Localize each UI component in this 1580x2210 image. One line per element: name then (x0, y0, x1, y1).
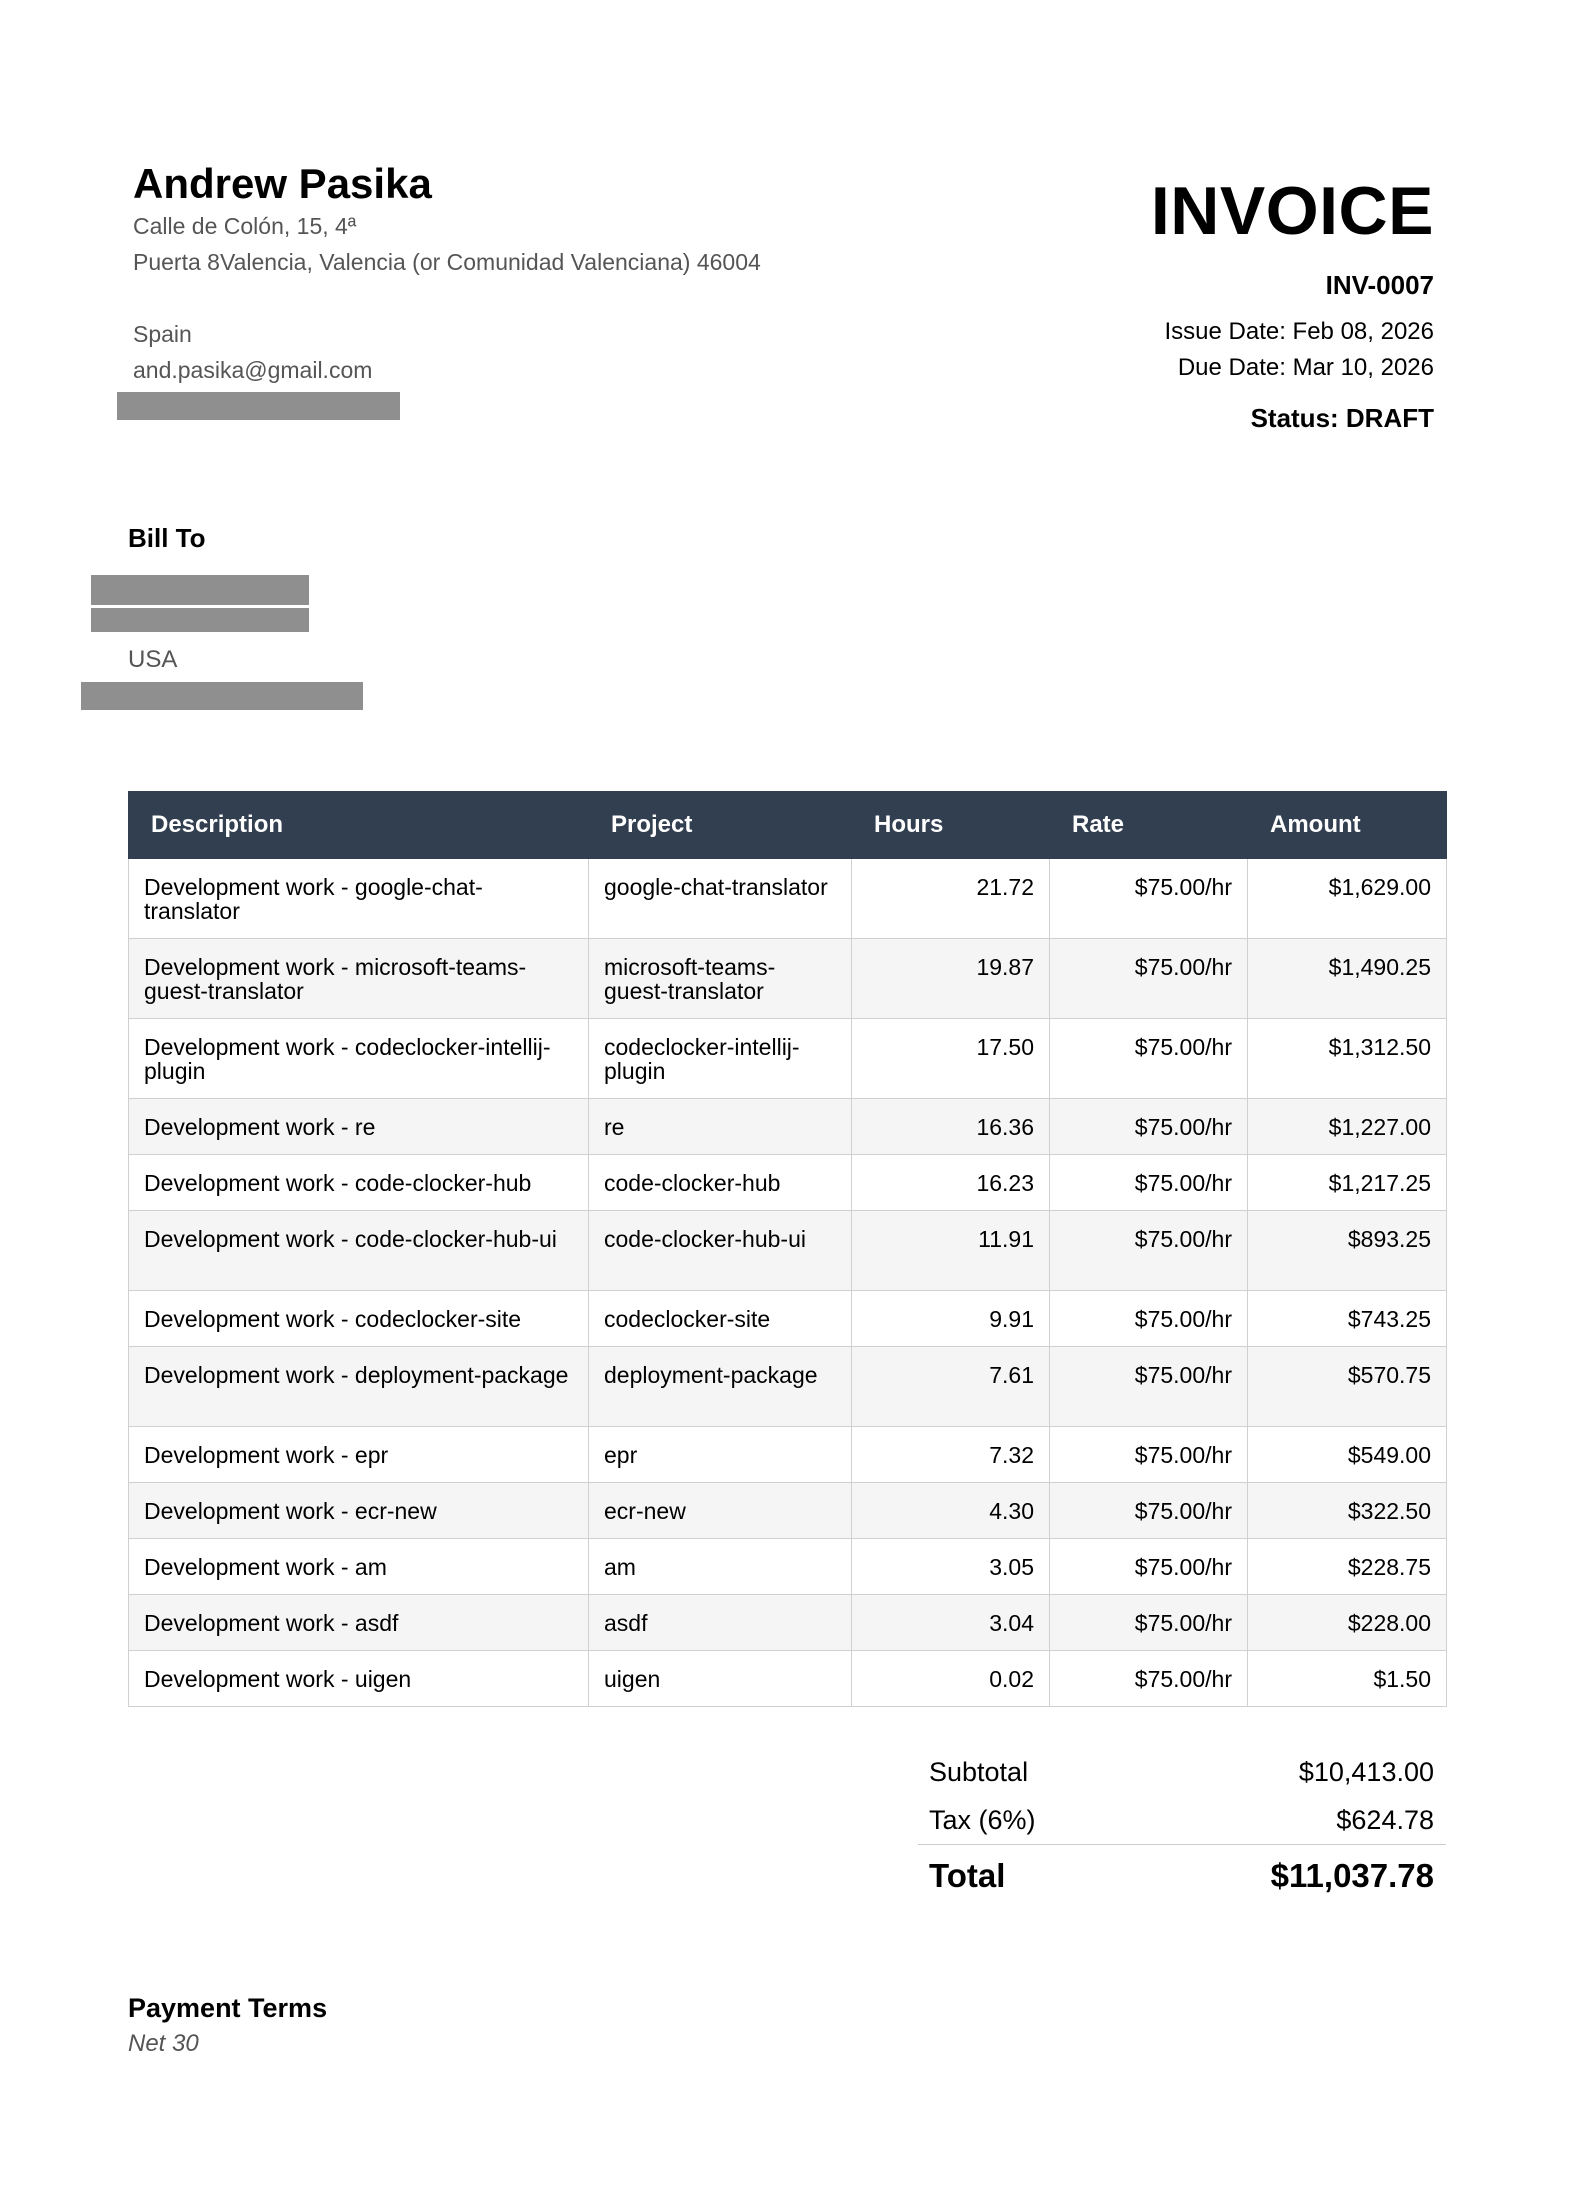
due-date: Due Date: Mar 10, 2026 (1177, 354, 1434, 381)
cell-amount: $1,312.50 (1248, 1019, 1447, 1099)
total-label: Total (929, 1857, 1006, 1894)
cell-rate: $75.00/hr (1050, 1595, 1248, 1651)
cell-project: am (589, 1539, 852, 1595)
cell-hours: 9.91 (852, 1291, 1050, 1347)
tax-value: $624.78 (1336, 1805, 1434, 1835)
cell-hours: 4.30 (852, 1483, 1050, 1539)
cell-project: epr (589, 1427, 852, 1483)
cell-project: uigen (589, 1651, 852, 1707)
cell-amount: $743.25 (1248, 1291, 1447, 1347)
table-row (129, 1347, 1447, 1427)
cell-description: Development work - code-clocker-hub (129, 1155, 589, 1211)
column-header-rate: Rate (1050, 792, 1248, 859)
cell-rate: $75.00/hr (1050, 1539, 1248, 1595)
table-row (129, 859, 1447, 939)
cell-hours: 3.05 (852, 1539, 1050, 1595)
cell-rate: $75.00/hr (1050, 939, 1248, 1019)
cell-hours: 16.36 (852, 1099, 1050, 1155)
table-row (129, 1595, 1447, 1651)
column-header-description: Description (129, 792, 589, 859)
cell-project: code-clocker-hub-ui (589, 1211, 852, 1291)
bill-to-label: Bill To (128, 523, 206, 553)
cell-rate: $75.00/hr (1050, 1211, 1248, 1291)
cell-project: google-chat-translator (589, 859, 852, 939)
invoice-number: INV-0007 (1325, 270, 1434, 300)
cell-project: asdf (589, 1595, 852, 1651)
column-header-amount: Amount (1248, 792, 1447, 859)
cell-amount: $1,217.25 (1248, 1155, 1447, 1211)
cell-hours: 7.61 (852, 1347, 1050, 1427)
cell-description: Development work - am (129, 1539, 589, 1595)
issue-date: Issue Date: Feb 08, 2026 (1164, 318, 1434, 345)
cell-rate: $75.00/hr (1050, 1347, 1248, 1427)
payment-terms-label: Payment Terms (128, 1993, 328, 2023)
line-items-table (128, 791, 1447, 1707)
sender-address-line2: Puerta 8Valencia, Valencia (or Comunidad Valenciana) 46004 (133, 249, 761, 275)
cell-project: microsoft-teams-guest-translator (589, 939, 852, 1019)
redacted-field (91, 608, 309, 632)
status-badge: Status: DRAFT (1250, 403, 1434, 433)
redacted-field (81, 682, 363, 710)
cell-hours: 11.91 (852, 1211, 1050, 1291)
table-row (129, 1539, 1447, 1595)
totals-divider (918, 1844, 1446, 1845)
cell-description: Development work - asdf (129, 1595, 589, 1651)
table-row (129, 1155, 1447, 1211)
cell-description: Development work - codeclocker-intellij-plugin (129, 1019, 589, 1099)
cell-hours: 7.32 (852, 1427, 1050, 1483)
payment-terms-value: Net 30 (128, 2030, 199, 2057)
cell-amount: $1.50 (1248, 1651, 1447, 1707)
cell-description: Development work - code-clocker-hub-ui (129, 1211, 589, 1291)
cell-hours: 0.02 (852, 1651, 1050, 1707)
table-row (129, 1483, 1447, 1539)
cell-amount: $228.00 (1248, 1595, 1447, 1651)
table-row (129, 939, 1447, 1019)
cell-rate: $75.00/hr (1050, 1651, 1248, 1707)
cell-amount: $322.50 (1248, 1483, 1447, 1539)
cell-amount: $570.75 (1248, 1347, 1447, 1427)
cell-description: Development work - uigen (129, 1651, 589, 1707)
cell-hours: 21.72 (852, 859, 1050, 939)
cell-project: ecr-new (589, 1483, 852, 1539)
cell-amount: $1,490.25 (1248, 939, 1447, 1019)
table-header-row (129, 792, 1447, 859)
cell-description: Development work - ecr-new (129, 1483, 589, 1539)
total-value: $11,037.78 (1270, 1857, 1434, 1894)
cell-rate: $75.00/hr (1050, 1019, 1248, 1099)
redacted-field (91, 575, 309, 605)
table-row (129, 1651, 1447, 1707)
cell-project: deployment-package (589, 1347, 852, 1427)
table-row (129, 1291, 1447, 1347)
cell-description: Development work - re (129, 1099, 589, 1155)
cell-rate: $75.00/hr (1050, 859, 1248, 939)
cell-project: codeclocker-site (589, 1291, 852, 1347)
sender-email: and.pasika@gmail.com (133, 357, 373, 383)
cell-hours: 17.50 (852, 1019, 1050, 1099)
sender-country: Spain (133, 321, 192, 347)
table-row (129, 1099, 1447, 1155)
cell-project: re (589, 1099, 852, 1155)
table-row (129, 1427, 1447, 1483)
cell-amount: $1,629.00 (1248, 859, 1447, 939)
cell-description: Development work - deployment-package (129, 1347, 589, 1427)
cell-project: codeclocker-intellij-plugin (589, 1019, 852, 1099)
column-header-project: Project (589, 792, 852, 859)
invoice-title: INVOICE (1150, 173, 1434, 249)
cell-amount: $228.75 (1248, 1539, 1447, 1595)
cell-hours: 16.23 (852, 1155, 1050, 1211)
subtotal-label: Subtotal (929, 1757, 1029, 1787)
column-header-hours: Hours (852, 792, 1050, 859)
bill-to-country: USA (128, 646, 178, 673)
cell-rate: $75.00/hr (1050, 1291, 1248, 1347)
cell-rate: $75.00/hr (1050, 1155, 1248, 1211)
sender-address-line1: Calle de Colón, 15, 4ª (133, 213, 357, 239)
cell-project: code-clocker-hub (589, 1155, 852, 1211)
cell-amount: $893.25 (1248, 1211, 1447, 1291)
cell-amount: $549.00 (1248, 1427, 1447, 1483)
cell-description: Development work - codeclocker-site (129, 1291, 589, 1347)
subtotal-value: $10,413.00 (1298, 1757, 1434, 1787)
redacted-field (117, 392, 400, 420)
cell-amount: $1,227.00 (1248, 1099, 1447, 1155)
cell-rate: $75.00/hr (1050, 1483, 1248, 1539)
cell-rate: $75.00/hr (1050, 1427, 1248, 1483)
tax-label: Tax (6%) (929, 1805, 1036, 1835)
cell-description: Development work - google-chat-translator (129, 859, 589, 939)
cell-rate: $75.00/hr (1050, 1099, 1248, 1155)
cell-hours: 3.04 (852, 1595, 1050, 1651)
table-row (129, 1211, 1447, 1291)
table-row (129, 1019, 1447, 1099)
cell-description: Development work - epr (129, 1427, 589, 1483)
cell-description: Development work - microsoft-teams-guest-translator (129, 939, 589, 1019)
sender-name: Andrew Pasika (133, 160, 432, 207)
cell-hours: 19.87 (852, 939, 1050, 1019)
